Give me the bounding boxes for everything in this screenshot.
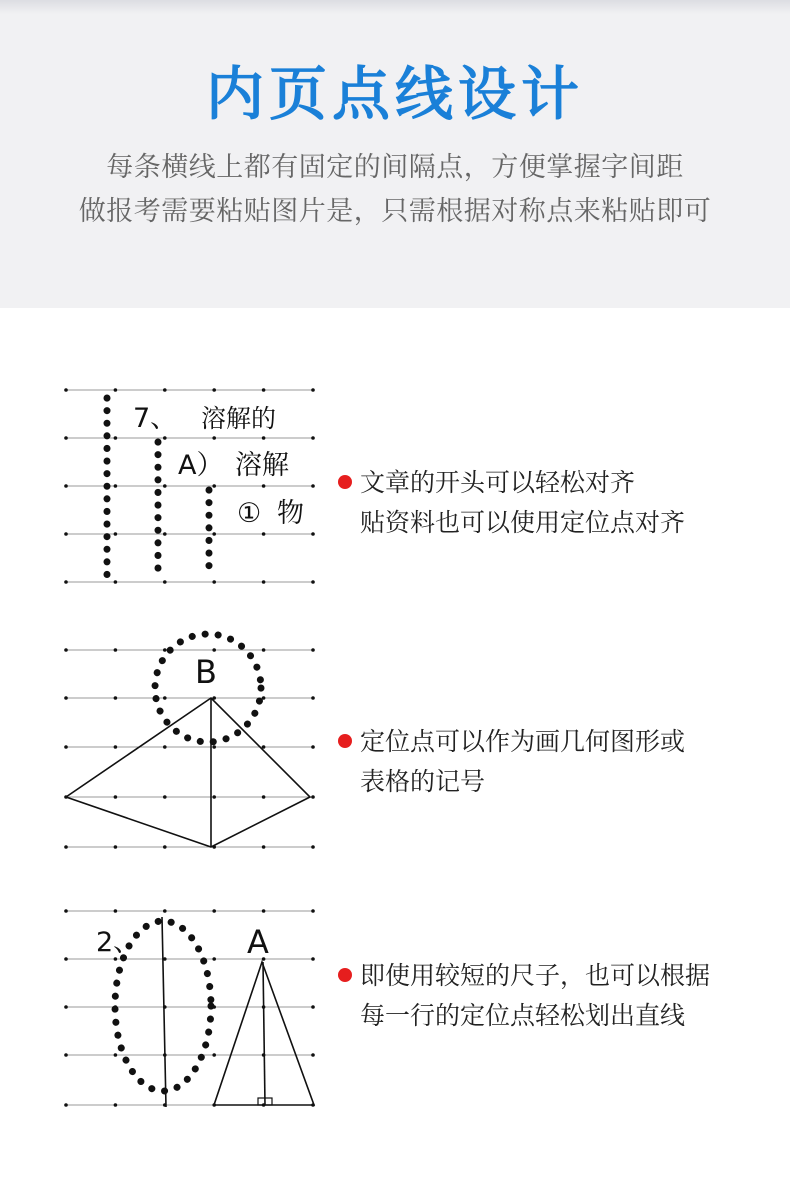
feature-line-1: 即使用较短的尺子，也可以根据: [360, 961, 711, 990]
interval-dot: [64, 648, 68, 652]
interval-dot: [114, 745, 118, 749]
interval-dot: [212, 957, 216, 961]
interval-dot: [212, 648, 216, 652]
feature-line-1: 文章的开头可以轻松对齐: [360, 468, 636, 497]
interval-dot: [114, 648, 118, 652]
interval-dot: [114, 845, 118, 849]
interval-dot: [163, 696, 167, 700]
interval-dot: [114, 484, 118, 488]
interval-dot: [163, 532, 167, 536]
interval-dot: [311, 436, 315, 440]
interval-dot: [311, 580, 315, 584]
interval-dot: [262, 532, 266, 536]
interval-dot: [64, 484, 68, 488]
interval-dot: [114, 580, 118, 584]
interval-dot: [311, 845, 315, 849]
interval-dot: [114, 696, 118, 700]
interval-dot: [212, 909, 216, 913]
subtitle-line-1: 每条横线上都有固定的间隔点，方便掌握字间距: [106, 152, 684, 183]
interval-dot: [311, 909, 315, 913]
interval-dot: [163, 745, 167, 749]
bullet-dot: [338, 968, 352, 982]
interval-dot: [114, 388, 118, 392]
interval-dot: [212, 795, 216, 799]
interval-dot: [163, 580, 167, 584]
interval-dot: [114, 1103, 118, 1107]
bullet-dot: [338, 475, 352, 489]
sample-label-a: A）: [178, 450, 224, 481]
feature-line-1: 定位点可以作为画几何图形或: [360, 727, 686, 756]
interval-dot: [262, 388, 266, 392]
interval-dot: [114, 532, 118, 536]
interval-dot: [64, 1053, 68, 1057]
header-banner: [0, 0, 790, 308]
dotted-page-sample-geometry: [0, 625, 330, 860]
interval-dot: [311, 484, 315, 488]
interval-dot: [311, 696, 315, 700]
illustration-geometry: [0, 625, 330, 860]
feature-line-2: 贴资料也可以使用定位点对齐: [360, 508, 686, 537]
interval-dot: [114, 436, 118, 440]
interval-dot: [64, 845, 68, 849]
illustration-text-alignment: [0, 380, 330, 595]
interval-dot: [163, 436, 167, 440]
sample-label-7: 7、: [133, 403, 178, 434]
interval-dot: [64, 532, 68, 536]
interval-dot: [311, 1053, 315, 1057]
interval-dot: [262, 795, 266, 799]
interval-dot: [311, 648, 315, 652]
interval-dot: [64, 1005, 68, 1009]
interval-dot: [64, 696, 68, 700]
interval-dot: [262, 436, 266, 440]
triangle-height: [263, 962, 265, 1105]
interval-dot: [262, 648, 266, 652]
sample-label-dissolve-of: 溶解的: [201, 404, 277, 433]
sample-label-thing: 物: [277, 498, 304, 529]
interval-dot: [114, 795, 118, 799]
page-title: 内页点线设计: [205, 60, 584, 128]
interval-dot: [114, 1053, 118, 1057]
interval-dot: [163, 909, 167, 913]
interval-dot: [163, 845, 167, 849]
interval-dot: [311, 532, 315, 536]
quadrilateral-shape: [66, 698, 310, 847]
interval-dot: [64, 909, 68, 913]
feature-line-2: 每一行的定位点轻松划出直线: [360, 1001, 686, 1030]
interval-dot: [212, 388, 216, 392]
interval-dot: [262, 484, 266, 488]
interval-dot: [163, 648, 167, 652]
interval-dot: [64, 1103, 68, 1107]
interval-dot: [311, 1005, 315, 1009]
interval-dot: [311, 795, 315, 799]
dotted-page-sample-text: [0, 380, 330, 595]
interval-dot: [212, 484, 216, 488]
ruled-lines: [64, 648, 315, 849]
interval-dot: [311, 957, 315, 961]
subtitle-line-2: 做报考需要粘贴图片是，只需根据对称点来粘贴即可: [78, 196, 712, 227]
interval-dot: [114, 909, 118, 913]
lines-label-2: 2、: [96, 927, 141, 958]
geometry-label-b: B: [195, 653, 217, 691]
interval-dot: [262, 909, 266, 913]
interval-dot: [64, 580, 68, 584]
interval-dot: [212, 1053, 216, 1057]
interval-dot: [212, 436, 216, 440]
interval-dot: [212, 532, 216, 536]
interval-dot: [212, 580, 216, 584]
bullet-dot: [338, 734, 352, 748]
interval-dot: [64, 957, 68, 961]
interval-dot: [311, 388, 315, 392]
illustration-straight-lines: [0, 895, 330, 1120]
interval-dot: [64, 436, 68, 440]
interval-dot: [212, 745, 216, 749]
interval-dot: [64, 388, 68, 392]
sample-label-circled-one: ①: [237, 498, 262, 529]
sample-label-dissolve: 溶解: [235, 450, 289, 481]
interval-dot: [262, 580, 266, 584]
lines-label-a: A: [247, 923, 269, 961]
ruled-lines: [64, 388, 315, 584]
interval-dot: [311, 745, 315, 749]
interval-dot: [163, 388, 167, 392]
ellipse-axis: [162, 917, 166, 1107]
feature-line-2: 表格的记号: [360, 767, 486, 796]
interval-dot: [163, 795, 167, 799]
interval-dot: [64, 745, 68, 749]
dotted-page-sample-lines: [0, 895, 330, 1120]
interval-dot: [163, 484, 167, 488]
interval-dot: [262, 845, 266, 849]
